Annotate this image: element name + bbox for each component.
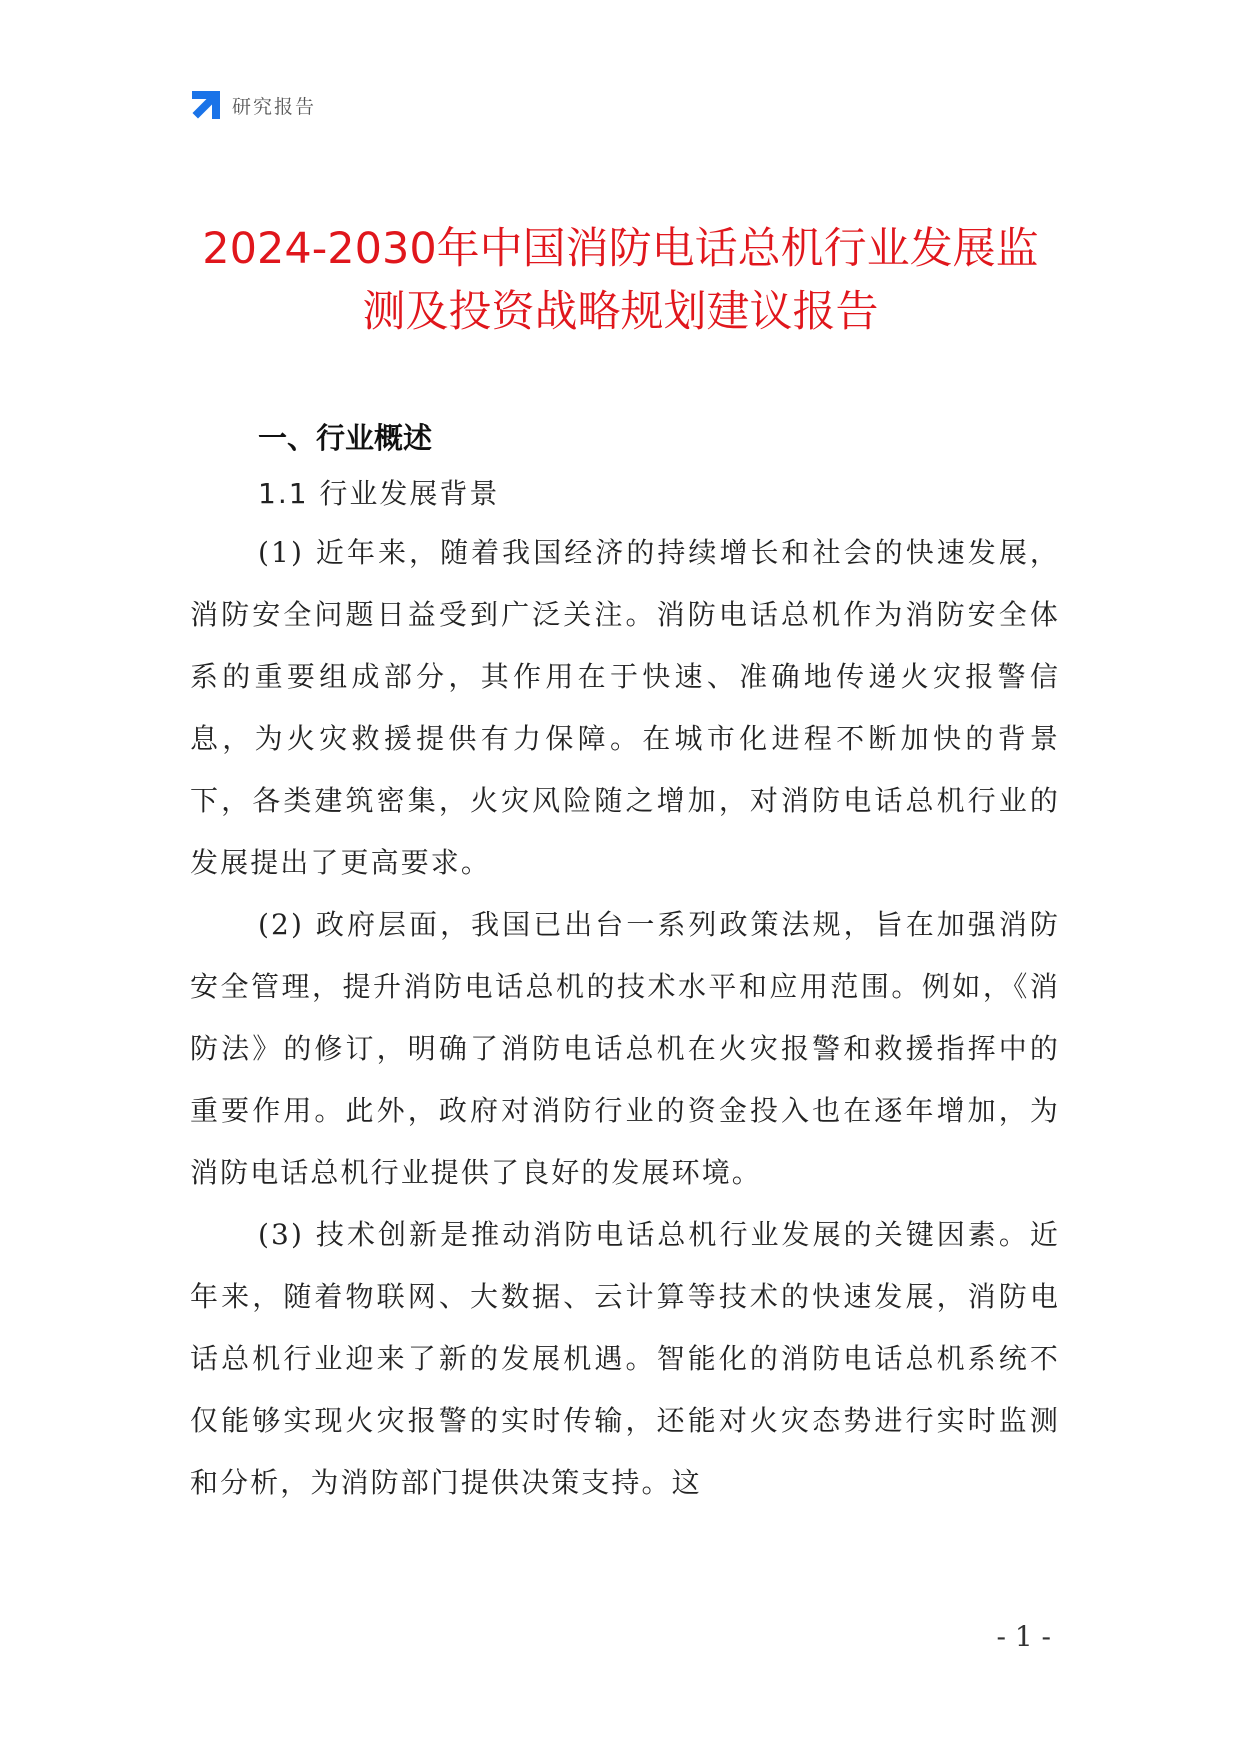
paragraph-1: (1) 近年来，随着我国经济的持续增长和社会的快速发展，消防安全问题日益受到广泛关注。消防电话总机作为消防安全体系的重要组成部分，其作用在于快速、准确地传递火灾报警信息，为火灾救援提供有力保障。在城市化进程不断加快的背景下，各类建筑密集，火灾风险随之增加，对消防电话总机行业的发展提出了更高要求。 <box>190 536 1060 879</box>
page-number: - 1 - <box>996 1620 1051 1653</box>
document-header <box>190 88 316 122</box>
section-heading: 一、行业概述 <box>258 421 433 455</box>
title-line-1: 2024-2030年中国消防电话总机行业发展监 <box>202 224 1039 274</box>
paragraph-3: (3) 技术创新是推动消防电话总机行业发展的关键因素。近年来，随着物联网、大数据、云计算等技术的快速发展，消防电话总机行业迎来了新的发展机遇。智能化的消防电话总机系统不仅能够实现火灾报警的实时传输，还能对火灾态势进行实时监测和分析，为消防部门提供决策支持。这 <box>190 1218 1060 1499</box>
subsection-heading: 1.1 行业发展背景 <box>258 477 500 510</box>
document-body <box>190 418 1060 1514</box>
arrow-up-right-icon <box>190 89 222 121</box>
document-title <box>150 218 1091 344</box>
title-line-2: 测及投资战略规划建议报告 <box>362 287 879 337</box>
header-label: 研究报告 <box>232 95 317 118</box>
paragraph-2: (2) 政府层面，我国已出台一系列政策法规，旨在加强消防安全管理，提升消防电话总机的技术水平和应用范围。例如，《消防法》的修订，明确了消防电话总机在火灾报警和救援指挥中的重要作用。此外，政府对消防行业的资金投入也在逐年增加，为消防电话总机行业提供了良好的发展环境。 <box>190 908 1060 1189</box>
